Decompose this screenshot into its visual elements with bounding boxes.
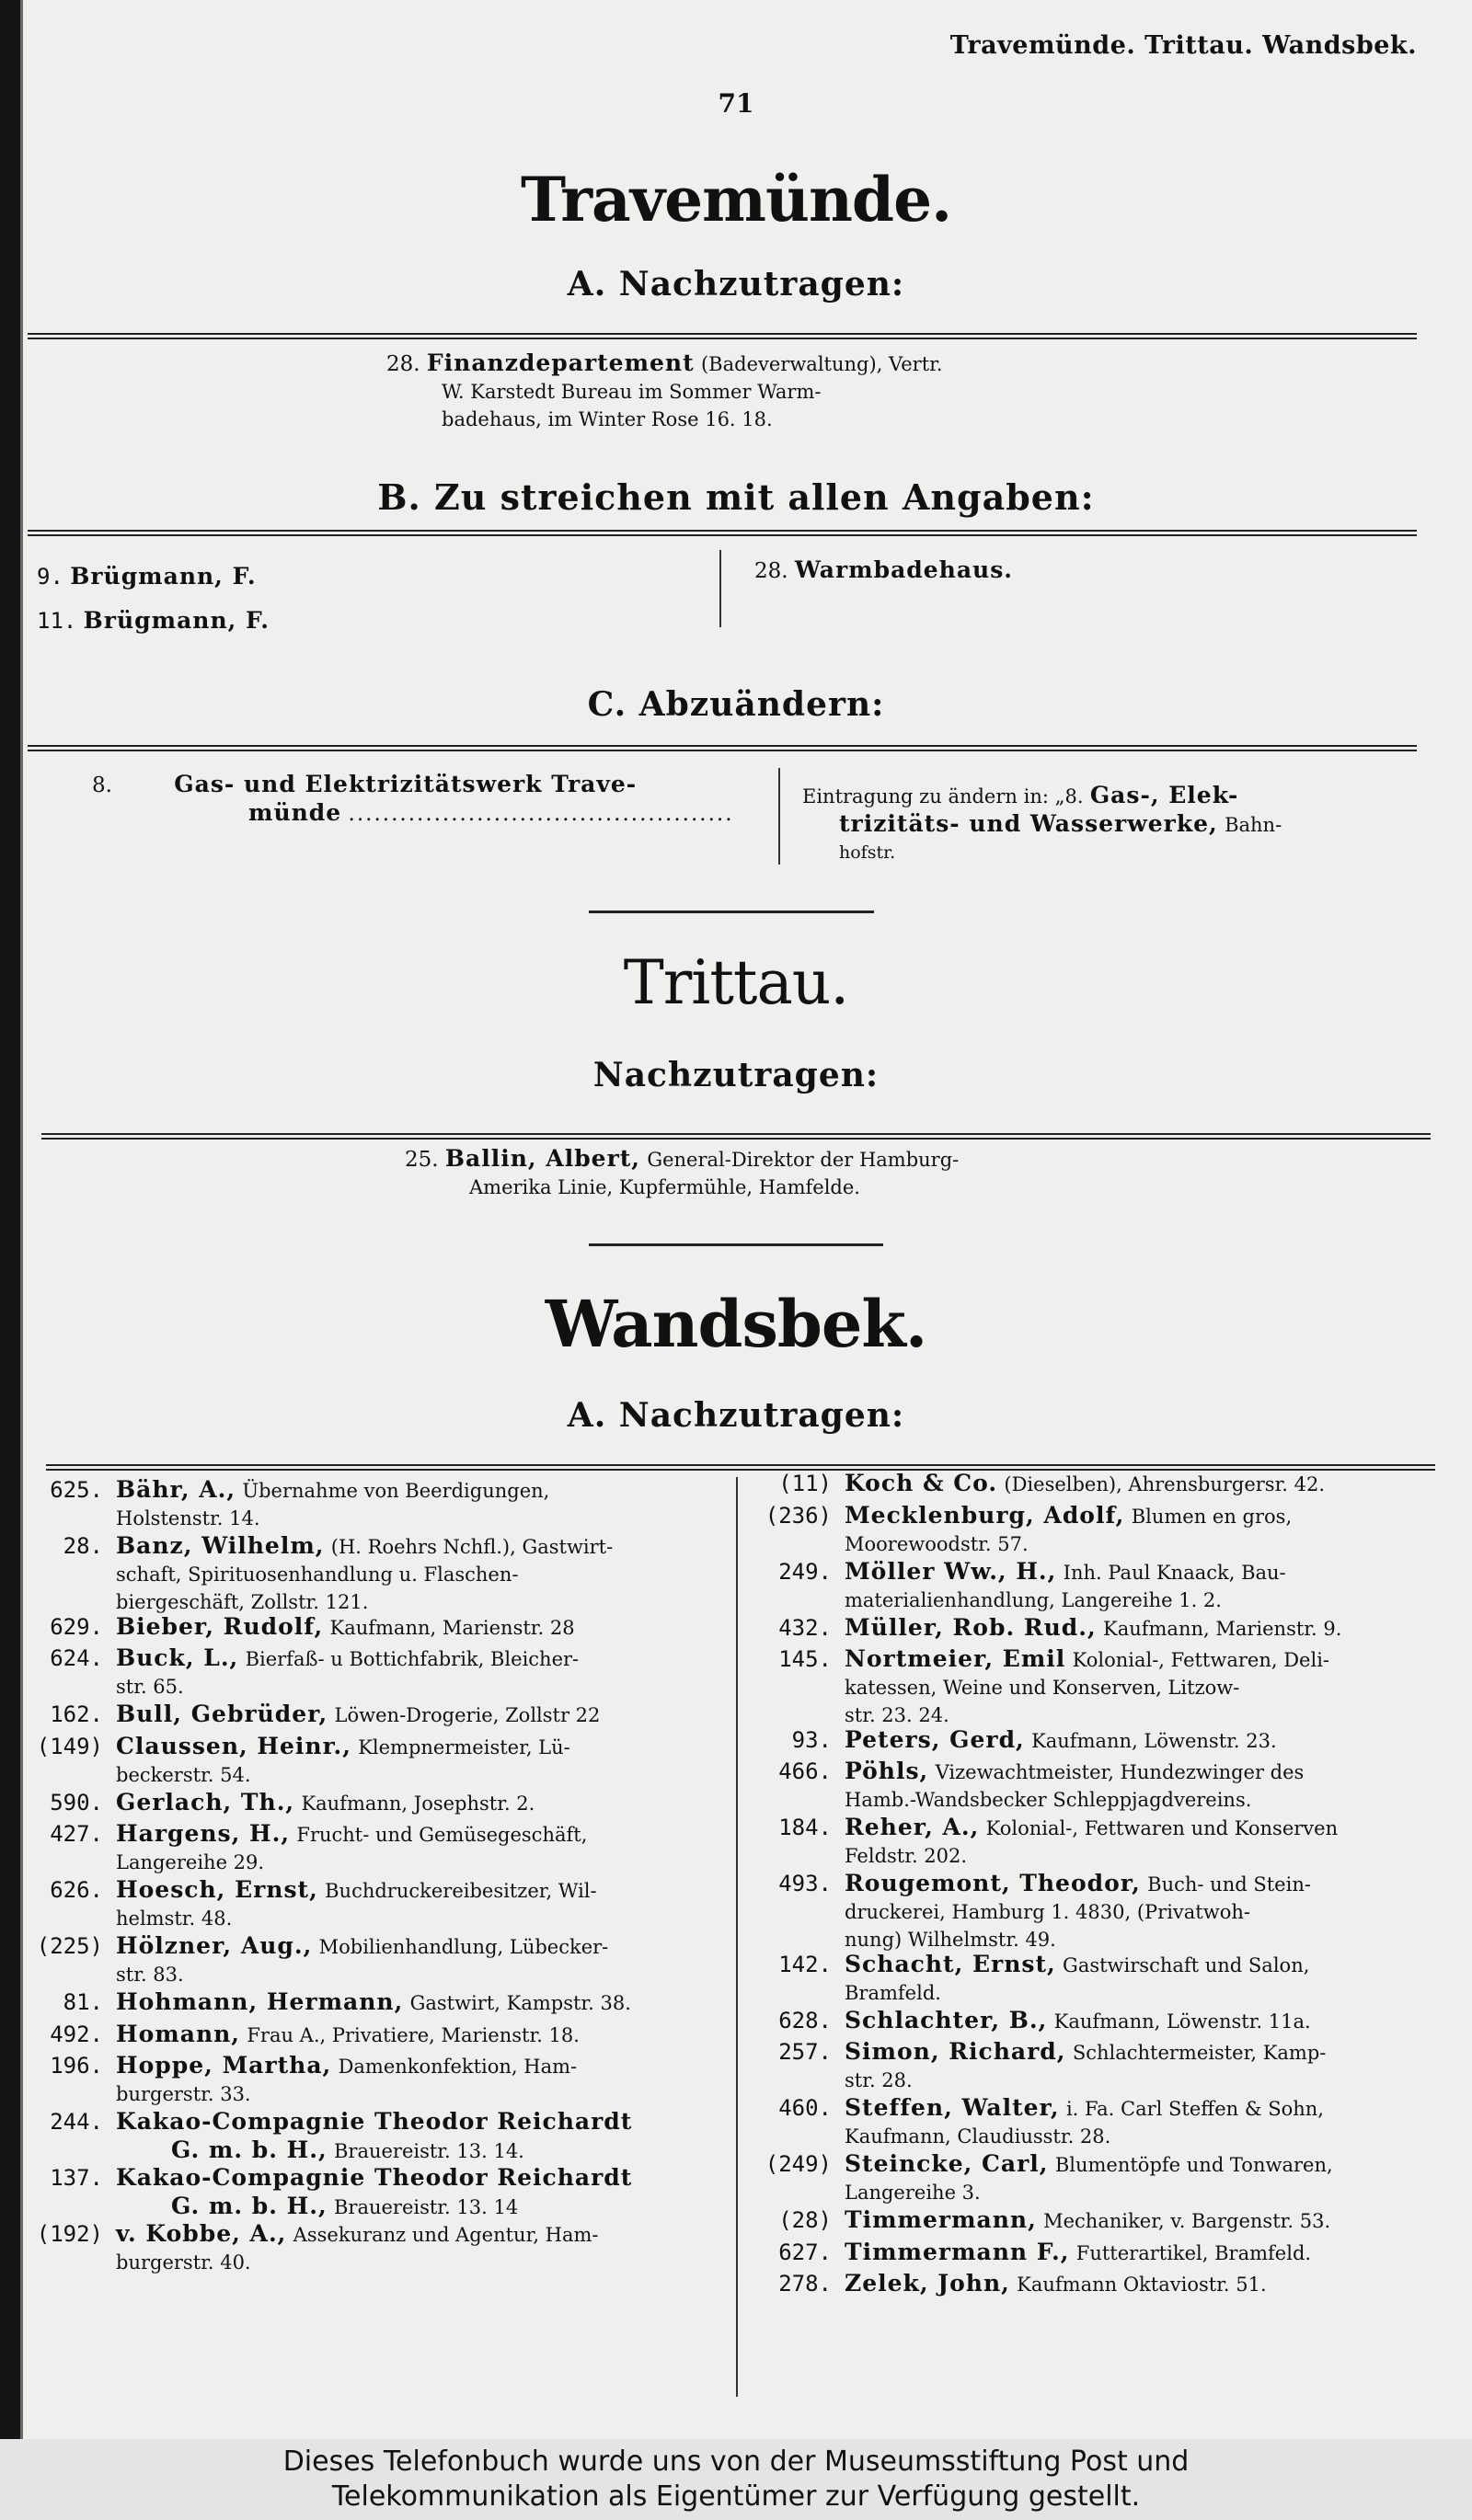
listing-entry [747, 1502, 1446, 1558]
entry-text: Brauereistr. 13. 14 [333, 2196, 519, 2218]
entry-text: Bahn- [1225, 814, 1282, 836]
entry-number: 28. [63, 1533, 103, 1559]
entry-number: (249) [765, 2151, 832, 2177]
entry-number: 244. [50, 2109, 103, 2135]
entry-name: Steffen, Walter, [845, 2094, 1060, 2121]
running-head: Travemünde. Trittau. Wandsbek. [949, 31, 1417, 60]
entry-text: Damenkonfektion, Ham- [338, 2056, 578, 2078]
entry-text: Frucht- und Gemüsegeschäft, [296, 1824, 588, 1846]
entry-name: Gas-, Elek- [1089, 782, 1239, 808]
entry-number: 629. [50, 1613, 103, 1640]
entry-number: 93. [791, 1726, 832, 1753]
entry-name: Timmermann, [845, 2206, 1037, 2233]
rule-b [28, 530, 1417, 536]
entry-number: 184. [778, 1815, 832, 1840]
listing-entry [28, 1988, 731, 2017]
entry-text: i. Fa. Carl Steffen & Sohn, [1065, 2098, 1324, 2120]
listing-entry [747, 2239, 1446, 2267]
column-divider [719, 550, 721, 627]
entry-text: Gastwirt, Kampstr. 38. [409, 1992, 631, 2014]
entry-text: Vizewachtmeister, Hundezwinger des [935, 1761, 1305, 1783]
entry-text: Bramfeld. [845, 1981, 941, 2004]
listing-entry [747, 1814, 1446, 1870]
listing-entry [747, 1870, 1446, 1953]
entry-text: badehaus, im Winter Rose 16. 18. [442, 408, 773, 430]
trittau-title: Trittau. [623, 947, 849, 1018]
entry-text: Holstenstr. 14. [116, 1507, 260, 1529]
entry-number: 249. [778, 1558, 832, 1585]
entry-text: Kaufmann, Löwenstr. 23. [1031, 1729, 1277, 1752]
travemuende-section-c: C. Abzuändern: [587, 685, 885, 724]
entry-text: schaft, Spirituosenhandlung u. Flaschen- [116, 1564, 519, 1586]
entry-text: str. 23. 24. [845, 1704, 949, 1726]
entry-number: 11. [37, 608, 77, 634]
entry-text: Kaufmann, Marienstr. 28 [329, 1616, 575, 1639]
travemuende-section-a: A. Nachzutragen: [567, 265, 905, 304]
column-divider [736, 1477, 738, 2397]
entry-name: Buck, L., [116, 1644, 239, 1671]
entry-text: Mechaniker, v. Bargenstr. 53. [1043, 2210, 1331, 2232]
entry-name: Hoesch, Ernst, [116, 1876, 318, 1903]
entry-text: Mobilienhandlung, Lübecker- [318, 1936, 609, 1958]
entry-text: (Dieselben), Ahrensburgersr. 42. [1004, 1473, 1326, 1495]
entry-text: materialienhandlung, Langereihe 1. 2. [845, 1588, 1222, 1611]
entry-name: Gas- und Elektrizitätswerk Trave- [174, 771, 638, 797]
entry-number: 460. [778, 2095, 832, 2121]
entry-text: Assekuranz und Agentur, Ham- [293, 2224, 599, 2246]
entry-text: helmstr. 48. [116, 1907, 233, 1930]
listing-entry [747, 2270, 1446, 2298]
entry-text: Eintragung zu ändern in: „8. [802, 785, 1084, 808]
entry-text: Blumentöpfe und Tonwaren, [1054, 2154, 1333, 2176]
entry-name: Pöhls, [845, 1758, 929, 1784]
entry-text: Gastwirschaft und Salon, [1063, 1953, 1310, 1976]
entry-number: 493. [778, 1871, 832, 1896]
trittau-entry [405, 1145, 1104, 1201]
entry-number: 196. [50, 2053, 103, 2079]
entry-text: Kolonial-, Fettwaren, Deli- [1072, 1649, 1330, 1671]
entry-number: 590. [50, 1789, 103, 1816]
entry-name: Finanzdepartement [426, 349, 695, 376]
listing-entry [28, 2052, 731, 2108]
listing-entry [28, 1701, 731, 1729]
travemuende-title: Travemünde. [520, 164, 952, 235]
entry-number: 466. [778, 1758, 832, 1784]
listing-entry [747, 2150, 1446, 2206]
entry-name: Zelek, John, [845, 2270, 1010, 2297]
entry-text: General-Direktor der Hamburg- [647, 1149, 960, 1171]
entry-number: (149) [36, 1733, 103, 1759]
entry-name: Brügmann, F. [83, 607, 270, 634]
c-left-entry: 8. Gas- und Elektrizitätswerk Trave- münde ............................................. [92, 771, 734, 826]
rule-trittau [41, 1133, 1431, 1140]
entry-number: 625. [50, 1477, 103, 1503]
entry-text: Schlachtermeister, Kamp- [1072, 2042, 1327, 2064]
entry-text: burgerstr. 33. [116, 2083, 251, 2105]
entry-text: nung) Wilhelmstr. 49. [845, 1929, 1056, 1951]
short-rule [589, 911, 874, 913]
listing-entry [28, 1876, 731, 1932]
entry-text: Langereihe 3. [845, 2182, 981, 2204]
listing-entry [747, 1951, 1446, 2007]
entry-text: str. 28. [845, 2069, 913, 2091]
entry-name: Bähr, A., [116, 1476, 236, 1503]
entry-text: Hamb.-Wandsbecker Schleppjagdvereins. [845, 1789, 1252, 1811]
entry-name: Brügmann, F. [70, 563, 257, 590]
entry-name: Homann, [116, 2020, 241, 2047]
listing-entry [747, 1726, 1446, 1755]
listing-entry [28, 1820, 731, 1876]
entry-name: Hargens, H., [116, 1820, 291, 1847]
entry-number: (236) [765, 1502, 832, 1529]
listing-entry [28, 1644, 731, 1701]
entry-text: Buch- und Stein- [1147, 1873, 1311, 1896]
entry-text: druckerei, Hamburg 1. 4830, (Privatwoh- [845, 1901, 1250, 1923]
entry-text: Klempnermeister, Lü- [358, 1735, 570, 1758]
entry-text: Kaufmann, Marienstr. 9. [1103, 1617, 1342, 1640]
listing-entry [747, 2094, 1446, 2150]
entry-text: Futterartikel, Bramfeld. [1075, 2241, 1312, 2264]
entry-name: Peters, Gerd, [845, 1725, 1025, 1753]
entry-text: str. 83. [116, 1964, 184, 1986]
entry-text: Brauereistr. 13. 14. [333, 2140, 524, 2162]
entry-name: G. m. b. H., [171, 2193, 328, 2219]
listing-entry [747, 1558, 1446, 1614]
travemuende-a-entry [386, 349, 1086, 433]
listing-entry [28, 1476, 731, 1532]
rule-c [28, 745, 1417, 751]
entry-name: Ballin, Albert, [444, 1145, 640, 1172]
page-number: 71 [718, 88, 754, 119]
entry-number: 492. [50, 2021, 103, 2047]
entry-text: (H. Roehrs Nchfl.), Gastwirt- [330, 1536, 614, 1558]
column-divider [778, 768, 780, 865]
listing-entry [28, 1932, 731, 1988]
entry-name: Claussen, Heinr., [116, 1732, 351, 1759]
listing-entry [28, 1789, 731, 1817]
entry-number: 9. [37, 564, 63, 590]
entry-name: Hohmann, Hermann, [116, 1988, 404, 2015]
listing-entry [747, 2206, 1446, 2235]
entry-name: v. Kobbe, A., [116, 2220, 287, 2247]
wandsbek-section: A. Nachzutragen: [567, 1396, 905, 1435]
entry-text: Kaufmann, Claudiusstr. 28. [845, 2125, 1111, 2148]
entry-number: (192) [36, 2221, 103, 2247]
entry-number: 137. [50, 2165, 103, 2191]
entry-name: Gerlach, Th., [116, 1788, 295, 1816]
entry-text: Kolonial-, Fettwaren und Konserven [985, 1817, 1339, 1839]
entry-name: Müller, Rob. Rud., [845, 1613, 1097, 1641]
entry-name: trizitäts- und Wasserwerke, [839, 810, 1218, 837]
entry-text: Löwen-Drogerie, Zollstr 22 [334, 1704, 601, 1726]
entry-text: hofstr. [839, 842, 896, 863]
entry-number: 628. [778, 2007, 832, 2033]
listing-entry [747, 1758, 1446, 1814]
entry-name: Reher, A., [845, 1814, 980, 1840]
entry-text: Kaufmann, Löwenstr. 11a. [1053, 2010, 1311, 2033]
entry-number: 432. [778, 1614, 832, 1641]
entry-name: Kakao-Compagnie Theodor Reichardt [116, 2164, 633, 2191]
entry-number: 25. [405, 1148, 439, 1172]
entry-text: str. 65. [116, 1676, 184, 1698]
entry-number: 8. [92, 773, 112, 797]
entry-text: Langereihe 29. [116, 1851, 265, 1873]
b-right-entry [754, 556, 1013, 585]
entry-text: Moorewoodstr. 57. [845, 1532, 1029, 1555]
entry-name: Schacht, Ernst, [845, 1950, 1056, 1977]
listing-entry [28, 2220, 731, 2276]
listing-entry [28, 2164, 731, 2221]
entry-number: 626. [50, 1877, 103, 1903]
footer-line: Telekommunikation als Eigentümer zur Verfügung gestellt. [331, 2480, 1141, 2513]
travemuende-section-b: B. Zu streichen mit allen Angaben: [377, 476, 1095, 518]
entry-name: Koch & Co. [845, 1470, 998, 1496]
entry-text: Bierfaß- u Bottichfabrik, Bleicher- [245, 1648, 580, 1670]
entry-name: Timmermann F., [845, 2238, 1070, 2265]
wandsbek-title: Wandsbek. [545, 1286, 927, 1362]
entry-name: Warmbadehaus. [794, 556, 1014, 583]
entry-text: Inh. Paul Knaack, Bau- [1063, 1561, 1286, 1584]
b-left-entry [37, 607, 270, 636]
listing-entry [28, 1733, 731, 1789]
entry-number: 427. [50, 1821, 103, 1847]
entry-name: Mecklenburg, Adolf, [845, 1501, 1125, 1529]
listing-entry [28, 1613, 731, 1642]
entry-number: 142. [778, 1951, 832, 1977]
entry-name: Bull, Gebrüder, [116, 1701, 328, 1727]
listing-entry [747, 2038, 1446, 2094]
entry-name: Nortmeier, Emil [845, 1645, 1066, 1672]
short-rule [589, 1243, 883, 1246]
entry-text: W. Karstedt Bureau im Sommer Warm- [442, 381, 822, 403]
listing-entry [747, 1470, 1446, 1498]
entry-text: beckerstr. 54. [116, 1763, 251, 1786]
entry-name: Hölzner, Aug., [116, 1932, 313, 1959]
trittau-section: Nachzutragen: [592, 1056, 880, 1094]
listing-entry [28, 1532, 731, 1616]
entry-number: (28) [778, 2207, 832, 2233]
entry-name: Bieber, Rudolf, [116, 1612, 324, 1640]
entry-text: burgerstr. 40. [116, 2251, 251, 2274]
page-edge-line [20, 0, 23, 2439]
entry-number: (225) [36, 1933, 103, 1959]
listing-entry [747, 2007, 1446, 2035]
entry-number: 278. [778, 2271, 832, 2297]
entry-number: 28. [754, 559, 788, 583]
entry-name: Möller Ww., H., [845, 1557, 1057, 1585]
entry-text: Blumen en gros, [1131, 1505, 1293, 1528]
entry-number: 627. [778, 2239, 832, 2265]
entry-name: G. m. b. H., [171, 2136, 328, 2163]
entry-number: 28. [386, 352, 420, 376]
entry-number: 81. [63, 1989, 103, 2015]
entry-text: katessen, Weine und Konserven, Litzow- [845, 1677, 1240, 1699]
entry-name: münde [248, 799, 342, 826]
entry-number: 257. [778, 2039, 832, 2065]
entry-name: Simon, Richard, [845, 2038, 1066, 2065]
entry-number: 624. [50, 1645, 103, 1671]
entry-text: (Badeverwaltung), Vertr. [700, 353, 943, 375]
entry-number: 162. [50, 1701, 103, 1727]
entry-text: Buchdruckereibesitzer, Wil- [325, 1880, 597, 1902]
entry-name: Steincke, Carl, [845, 2150, 1049, 2177]
b-left-entry [37, 563, 257, 591]
footer-line: Dieses Telefonbuch wurde uns von der Museumsstiftung Post und [282, 2446, 1190, 2478]
entry-name: Schlachter, B., [845, 2006, 1048, 2033]
entry-text: Feldstr. 202. [845, 1845, 968, 1867]
entry-text: Kaufmann Oktaviostr. 51. [1017, 2274, 1267, 2296]
entry-number: 145. [778, 1646, 832, 1672]
entry-text: Frau A., Privatiere, Marienstr. 18. [247, 2023, 580, 2046]
entry-text: Amerika Linie, Kupfermühle, Hamfelde. [469, 1176, 860, 1198]
listing-entry [28, 2021, 731, 2049]
page-edge-shadow [0, 0, 20, 2439]
entry-text: biergeschäft, Zollstr. 121. [116, 1591, 369, 1613]
entry-name: Rougemont, Theodor, [845, 1870, 1141, 1896]
listing-entry [747, 1614, 1446, 1643]
footer-notice [0, 2439, 1472, 2520]
listing-entry [28, 2108, 731, 2165]
c-right-entry [802, 782, 1428, 866]
entry-text: Übernahme von Beerdigungen, [242, 1480, 550, 1502]
entry-name: Hoppe, Martha, [116, 2052, 332, 2079]
entry-text: Kaufmann, Josephstr. 2. [301, 1792, 535, 1815]
listing-entry [747, 1645, 1446, 1729]
rule-a [28, 333, 1417, 339]
entry-name: Kakao-Compagnie Theodor Reichardt [116, 2108, 633, 2135]
entry-number: (11) [778, 1471, 832, 1496]
entry-name: Banz, Wilhelm, [116, 1532, 325, 1559]
